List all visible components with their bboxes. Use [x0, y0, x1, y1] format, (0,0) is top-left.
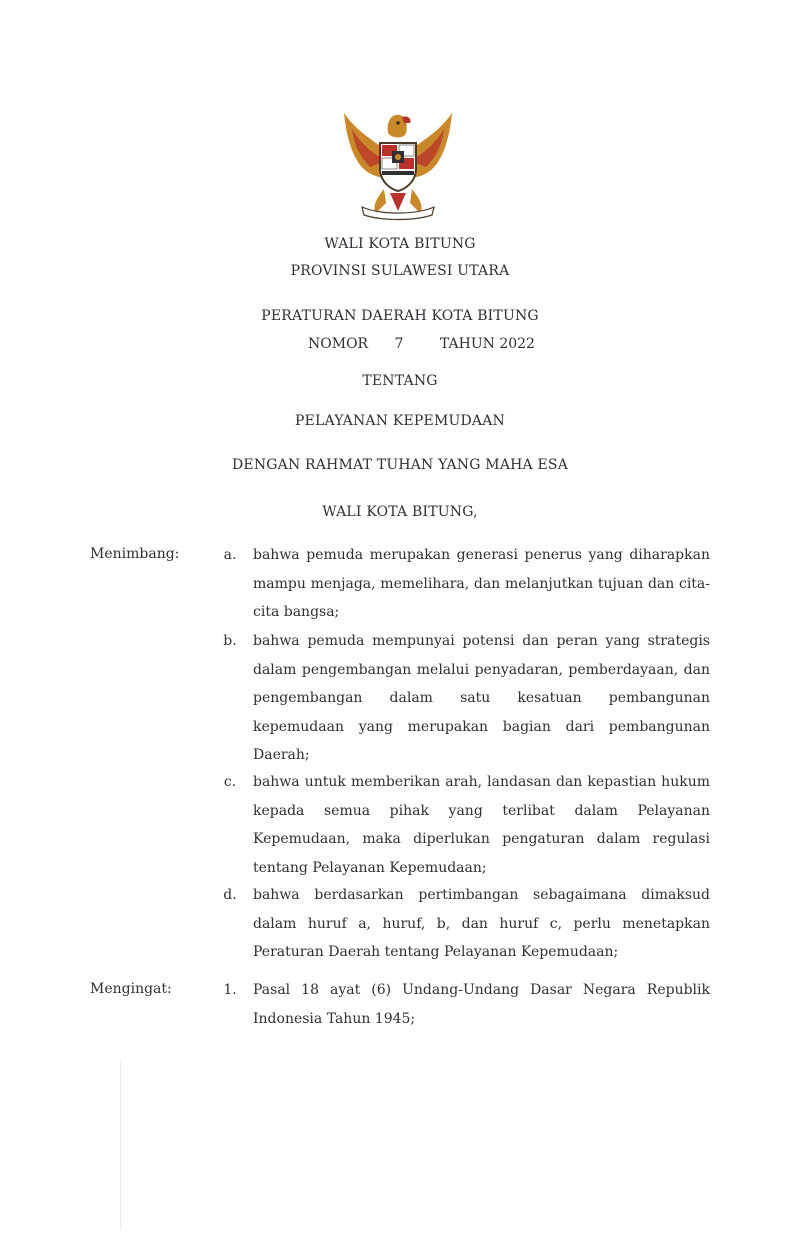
- header-line-provinsi: PROVINSI SULAWESI UTARA: [290, 263, 510, 279]
- header-line-peraturan: PERATURAN DAERAH KOTA BITUNG: [261, 308, 539, 324]
- list-marker: d.: [223, 887, 237, 903]
- list-marker: b.: [223, 633, 237, 649]
- menimbang-item-d: [215, 881, 710, 967]
- tahun-label: TAHUN 2022: [439, 336, 535, 352]
- list-marker: 1.: [223, 982, 237, 998]
- nomor-label: NOMOR: [308, 336, 369, 352]
- menimbang-item-b: [215, 627, 710, 770]
- mengingat-item-1: [215, 976, 710, 1033]
- menimbang-item-a: [215, 541, 710, 627]
- list-item-text: Pasal 18 ayat (6) Undang-Undang Dasar Negara Republik Indonesia Tahun 1945;: [253, 982, 710, 1027]
- regulation-number-line: [308, 336, 535, 352]
- list-marker: a.: [223, 547, 237, 563]
- menimbang-label: Menimbang:: [90, 546, 180, 562]
- rahmat-line: DENGAN RAHMAT TUHAN YANG MAHA ESA: [231, 457, 569, 473]
- list-item-text: bahwa berdasarkan pertimbangan sebagaimana dimaksud dalam huruf a, huruf, b, dan huruf c, perlu menetapkan Peraturan Daerah tentang Pelayanan Kepemudaan;: [253, 887, 710, 960]
- menimbang-item-c: [215, 768, 710, 882]
- garuda-pancasila-emblem-icon: [336, 103, 460, 221]
- list-item-text: bahwa pemuda mempunyai potensi dan peran yang strategis dalam pengembangan melalui penyadaran, pemberdayaan, dan pengembangan dalam satu kesatuan pembangunan kepemudaan yang merupakan bagian dari pembangunan Daerah;: [253, 633, 710, 763]
- regulation-subject: PELAYANAN KEPEMUDAAN: [295, 413, 505, 429]
- tentang-heading: TENTANG: [362, 373, 438, 389]
- list-item-text: bahwa untuk memberikan arah, landasan dan kepastian hukum kepada semua pihak yang terlibat dalam Pelayanan Kepemudaan, maka diperlukan pengaturan dalam regulasi tentang Pelayanan Kepemudaan;: [253, 774, 710, 876]
- list-marker: c.: [223, 774, 237, 790]
- official-title: WALI KOTA BITUNG,: [322, 504, 478, 520]
- header-line-wali-kota: WALI KOTA BITUNG: [324, 236, 476, 252]
- mengingat-label: Mengingat:: [90, 981, 172, 997]
- list-item-text: bahwa pemuda merupakan generasi penerus yang diharapkan mampu menjaga, memelihara, dan melanjutkan tujuan dan cita-cita bangsa;: [253, 547, 710, 620]
- scan-artifact-line: [120, 1060, 121, 1230]
- nomor-value: 7: [394, 336, 404, 352]
